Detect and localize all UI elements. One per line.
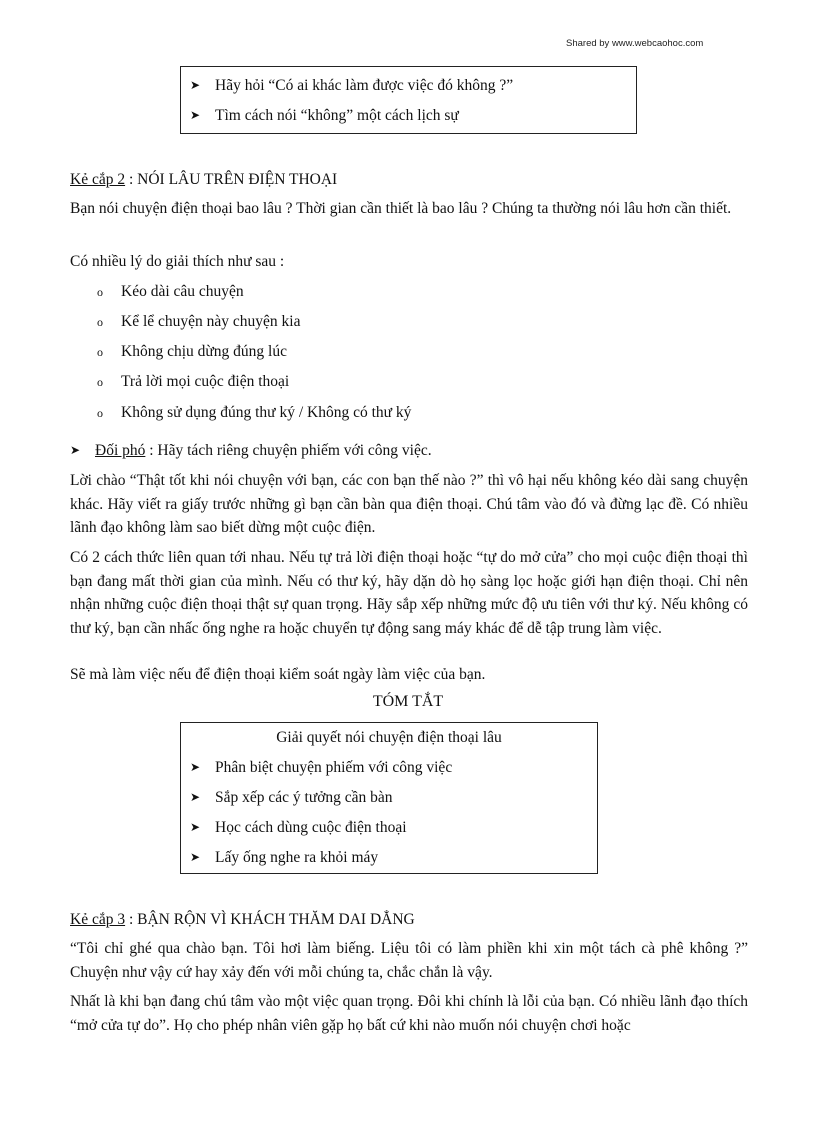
arrow-bullet-icon: ➤ <box>190 820 201 834</box>
section-2-paragraph-5: Sẽ mà làm việc nếu để điện thoại kiểm soát ngày làm việc của bạn. <box>70 666 486 683</box>
section-2-paragraph-1: Bạn nói chuyện điện thoại bao lâu ? Thời gian cần thiết là bao lâu ? Chúng ta thường nói lâu hơn cần thiết. <box>70 200 732 217</box>
list-item: o Trả lời mọi cuộc điện thoại <box>97 370 289 395</box>
shared-by-header: Shared by www.webcaohoc.com <box>566 38 704 49</box>
circle-bullet-icon: o <box>97 375 103 389</box>
arrow-bullet-icon: ➤ <box>190 78 201 92</box>
section-3-heading: Kẻ cắp 3 : BẬN RỘN VÌ KHÁCH THĂM DAI DẲNG <box>70 911 415 928</box>
section-2-paragraph-3: Lời chào “Thật tốt khi nói chuyện với bạn, các con bạn thế nào ?” thì vô hại nếu không kéo dài sang chuyện khác. Hãy viết ra giấy trước những gì bạn cần bàn qua điện thoại. Chú tâm vào đó và đừng lạc đề. Có nhiều lãnh đạo không làm sao biết dừng một cuộc điện. <box>70 472 748 536</box>
circle-bullet-icon: o <box>97 285 103 299</box>
section-2-paragraph-2: Có nhiều lý do giải thích như sau : <box>70 253 285 270</box>
advice-box <box>180 66 637 134</box>
circle-bullet-icon: o <box>97 406 103 420</box>
arrow-bullet-icon: ➤ <box>190 850 201 864</box>
list-item: o Kéo dài câu chuyện <box>97 280 244 305</box>
list-item: o Không sử dụng đúng thư ký / Không có thư ký <box>97 401 411 426</box>
arrow-bullet-icon: ➤ <box>70 443 81 457</box>
list-item: o Kể lể chuyện này chuyện kia <box>97 310 300 335</box>
arrow-bullet-icon: ➤ <box>190 760 201 774</box>
list-item: ➤ Sắp xếp các ý tưởng cần bàn <box>190 783 597 813</box>
arrow-bullet-icon: ➤ <box>190 790 201 804</box>
list-item: ➤ Học cách dùng cuộc điện thoại <box>190 813 597 843</box>
summary-box <box>180 722 598 874</box>
section-2-paragraph-4: Có 2 cách thức liên quan tới nhau. Nếu tự trả lời điện thoại hoặc “tự do mở cửa” cho mọi cuộc điện thoại thì bạn đang mất thời gian của mình. Nếu có thư ký, hãy dặn dò họ sàng lọc hoặc giới hạn điện thoại. Chỉ nên nhận những cuộc điện thoại thật sự quan trọng. Hãy sắp xếp những mức độ ưu tiên với thư ký. Nếu không có thư ký, bạn cần nhấc ống nghe ra hoặc chuyển tự động sang máy khác để dễ tập trung làm việc. <box>70 549 748 637</box>
section-2-heading: Kẻ cắp 2 : NÓI LÂU TRÊN ĐIỆN THOẠI <box>70 171 338 188</box>
doi-pho-line: ➤ Đối phó : Hãy tách riêng chuyện phiếm với công việc. <box>70 439 432 464</box>
circle-bullet-icon: o <box>97 345 103 359</box>
list-item: ➤ Lấy ống nghe ra khỏi máy <box>190 843 597 873</box>
section-3-paragraph-2: Nhất là khi bạn đang chú tâm vào một việc quan trọng. Đôi khi chính là lỗi của bạn. Có nhiều lãnh đạo thích “mở cửa tự do”. Họ cho phép nhân viên gặp họ bất cứ khi nào muốn nói chuyện chơi hoặc <box>70 993 748 1034</box>
list-item: ➤ Phân biệt chuyện phiếm với công việc <box>190 753 597 783</box>
section-3-paragraph-1: “Tôi chỉ ghé qua chào bạn. Tôi hơi làm biếng. Liệu tôi có làm phiền khi xin một tách cà phê không ?” Chuyện như vậy cứ hay xảy đến với mỗi chúng ta, chắc chắn là vậy. <box>70 940 748 981</box>
list-item: ➤ Tìm cách nói “không” một cách lịch sự <box>190 101 636 131</box>
summary-title: TÓM TẮT <box>372 693 444 710</box>
arrow-bullet-icon: ➤ <box>190 108 201 122</box>
list-item: ➤ Hãy hỏi “Có ai khác làm được việc đó không ?” <box>190 71 636 101</box>
circle-bullet-icon: o <box>97 315 103 329</box>
list-item: o Không chịu dừng đúng lúc <box>97 340 287 365</box>
summary-box-heading: Giải quyết nói chuyện điện thoại lâu <box>276 729 502 746</box>
